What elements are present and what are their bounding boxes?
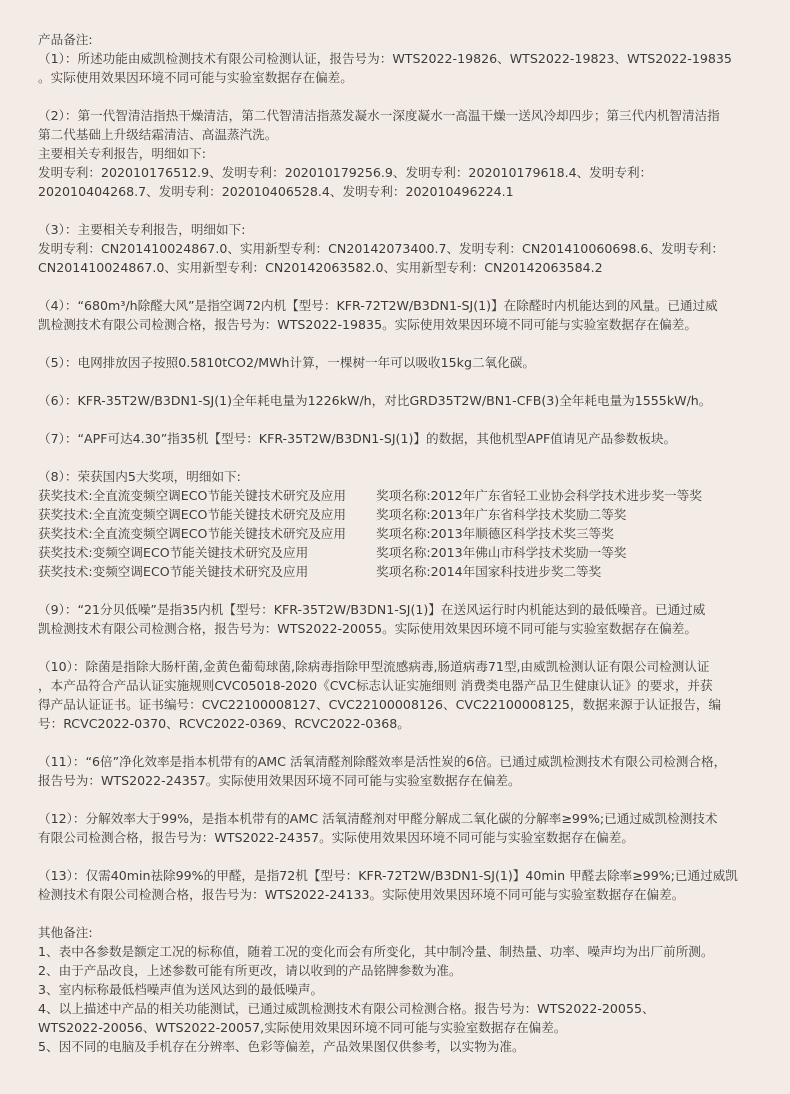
note-line: （11）：“6倍”净化效率是指本机带有的AMC 活氧清醛剂除醛效率是活性炭的6倍。已通过威凯检测技术有限公司检测合格，	[38, 754, 727, 769]
award-tech: 获奖技术:全直流变频空调ECO节能关键技术研究及应用	[38, 507, 346, 522]
note-line: 凯检测技术有限公司检测合格，报告号为：WTS2022-20055。实际使用效果因环境不同可能与实验室数据存在偏差。	[38, 621, 697, 636]
note-line: （2）：第一代智清洁指热干燥清洁，第二代智清洁指蒸发凝水一深度凝水一高温干燥一送风冷却四步；第三代内机智清洁指	[38, 108, 720, 123]
note-line: （3）：主要相关专利报告，明细如下:	[38, 222, 246, 237]
award-row	[38, 524, 754, 543]
note-line: 检测技术有限公司检测合格，报告号为：WTS2022-24133。实际使用效果因环境不同可能与实验室数据存在偏差。	[38, 887, 685, 902]
other-note-line: 3、室内标称最低档噪声值为送风达到的最低噪声。	[38, 982, 324, 997]
award-tech: 获奖技术:全直流变频空调ECO节能关键技术研究及应用	[38, 526, 346, 541]
award-name: 奖项名称:2014年国家科技进步奖二等奖	[376, 564, 602, 579]
note-3	[38, 220, 754, 277]
award-tech: 获奖技术:全直流变频空调ECO节能关键技术研究及应用	[38, 488, 346, 503]
note-line: 发明专利：CN201410024867.0、实用新型专利：CN20142073400.7、发明专利：CN201410060698.6、发明专利：	[38, 241, 724, 256]
other-notes	[38, 923, 754, 1056]
other-note-line: WTS2022-20056、WTS2022-20057,实际使用效果因环境不同可能与实验室数据存在偏差。	[38, 1020, 567, 1035]
award-row	[38, 505, 754, 524]
note-10	[38, 657, 754, 733]
note-line: （12）：分解效率大于99%，是指本机带有的AMC 活氧清醛剂对甲醛分解成二氧化碳的分解率≥99%;已通过威凯检测技术	[38, 811, 718, 826]
note-12	[38, 809, 754, 847]
award-name: 奖项名称:2012年广东省轻工业协会科学技术进步奖一等奖	[376, 488, 702, 503]
award-tech: 获奖技术:变频空调ECO节能关键技术研究及应用	[38, 545, 309, 560]
note-line: 发明专利：202010176512.9、发明专利：202010179256.9、发明专利：202010179618.4、发明专利：	[38, 165, 653, 180]
note-line: ，本产品符合产品认证实施规则CVC05018-2020《CVC标志认证实施细则 消费类电器产品卫生健康认证》的要求，并获	[38, 678, 713, 693]
award-name: 奖项名称:2013年广东省科学技术奖励二等奖	[376, 507, 627, 522]
note-line: 第二代基础上升级结霜清洁、高温蒸汽洗。	[38, 127, 278, 142]
award-name: 奖项名称:2013年顺德区科学技术奖三等奖	[376, 526, 614, 541]
note-13	[38, 866, 754, 904]
other-note-line: 2、由于产品改良，上述参数可能有所更改，请以收到的产品铭牌参数为准。	[38, 963, 462, 978]
note-line: （1）：所述功能由威凯检测技术有限公司检测认证，报告号为：WTS2022-19826、WTS2022-19823、WTS2022-19835	[38, 51, 732, 66]
note-line: 号：RCVC2022-0370、RCVC2022-0369、RCVC2022-0368。	[38, 716, 410, 731]
note-11	[38, 752, 754, 790]
note-7: （7）：“APF可达4.30”指35机【型号：KFR-35T2W/B3DN1-SJ(1)】的数据，其他机型APF值请见产品参数板块。	[38, 431, 677, 446]
note-6: （6）：KFR-35T2W/B3DN1-SJ(1)全年耗电量为1226kW/h，对比GRD35T2W/BN1-CFB(3)全年耗电量为1555kW/h。	[38, 393, 712, 408]
other-notes-heading: 其他备注:	[38, 925, 93, 940]
note-line: CN201410024867.0、实用新型专利：CN20142063582.0、实用新型专利：CN20142063584.2	[38, 260, 603, 275]
note-line: （9）：“21分贝低噪”是指35内机【型号：KFR-35T2W/B3DN1-SJ(1)】在送风运行时内机能达到的最低噪音。已通过威	[38, 602, 706, 617]
notes-title: 产品备注:	[38, 32, 93, 47]
other-note-line: 5、因不同的电脑及手机存在分辨率、色彩等偏差，产品效果图仅供参考，以实物为准。	[38, 1039, 525, 1054]
note-line: 202010404268.7、发明专利：202010406528.4、发明专利：202010496224.1	[38, 184, 514, 199]
product-notes	[38, 30, 754, 1056]
note-line: 得产品认证证书。证书编号：CVC22100008127、CVC22100008126、CVC22100008125，数据来源于认证报告，编	[38, 697, 722, 712]
award-row	[38, 486, 754, 505]
award-row	[38, 543, 754, 562]
other-note-line: 4、以上描述中产品的相关功能测试，已通过威凯检测技术有限公司检测合格。报告号为：WTS2022-20055、	[38, 1001, 655, 1016]
note-2	[38, 106, 754, 201]
note-line: （10）：除菌是指除大肠杆菌,金黄色葡萄球菌,除病毒指除甲型流感病毒,肠道病毒71型,由威凯检测认证有限公司检测认证	[38, 659, 710, 674]
award-row	[38, 562, 754, 581]
note-line: 有限公司检测合格，报告号为：WTS2022-24357。实际使用效果因环境不同可能与实验室数据存在偏差。	[38, 830, 634, 845]
award-tech: 获奖技术:变频空调ECO节能关键技术研究及应用	[38, 564, 309, 579]
note-9	[38, 600, 754, 638]
award-name: 奖项名称:2013年佛山市科学技术奖励一等奖	[376, 545, 627, 560]
awards-heading: （8）：荣获国内5大奖项，明细如下:	[38, 469, 241, 484]
note-line: （13）：仅需40min祛除99%的甲醛，是指72机【型号：KFR-72T2W/B3DN1-SJ(1)】40min 甲醛去除率≥99%;已通过威凯	[38, 868, 738, 883]
note-5: （5）：电网排放因子按照0.5810tCO2/MWh计算，一棵树一年可以吸收15kg二氧化碳。	[38, 355, 535, 370]
note-line: 主要相关专利报告，明细如下:	[38, 146, 206, 161]
note-line: 报告号为：WTS2022-24357。实际使用效果因环境不同可能与实验室数据存在偏差。	[38, 773, 521, 788]
note-line: （4）：“680m³/h除醛大风”是指空调72内机【型号：KFR-72T2W/B3DN1-SJ(1)】在除醛时内机能达到的风量。已通过威	[38, 298, 718, 313]
note-4	[38, 296, 754, 334]
other-note-line: 1、表中各参数是额定工况的标称值，随着工况的变化而会有所变化，其中制冷量、制热量、功率、噪声均为出厂前所测。	[38, 944, 714, 959]
note-line: 。实际使用效果因环境不同可能与实验室数据存在偏差。	[38, 70, 353, 85]
note-line: 凯检测技术有限公司检测合格，报告号为：WTS2022-19835。实际使用效果因环境不同可能与实验室数据存在偏差。	[38, 317, 697, 332]
note-1	[38, 49, 754, 87]
note-8	[38, 467, 754, 581]
